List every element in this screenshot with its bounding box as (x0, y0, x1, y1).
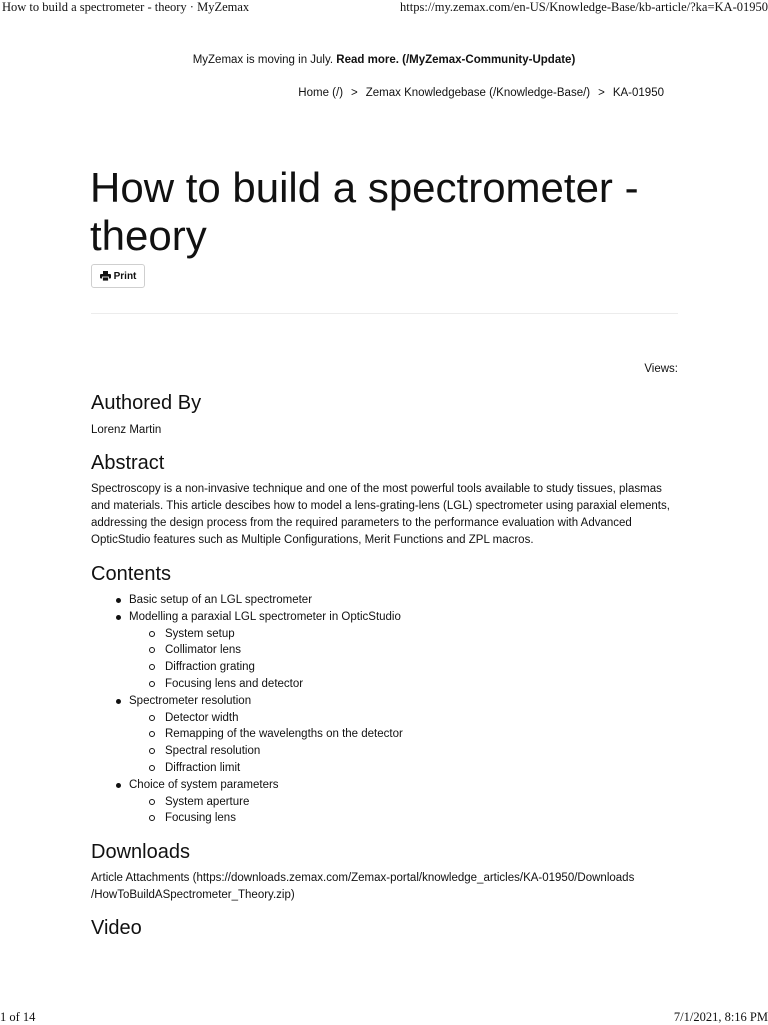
toc-item-label[interactable]: Basic setup of an LGL spectrometer (129, 594, 313, 606)
toc-subitem (129, 760, 403, 777)
toc-item (91, 777, 403, 827)
breadcrumb-home-link[interactable]: Home (/) (298, 87, 344, 99)
abstract-line: addressing the design process from the required parameters to the performance evaluation with Advanced (91, 517, 632, 529)
abstract-heading: Abstract (91, 452, 165, 474)
contents-heading: Contents (91, 563, 172, 585)
abstract-line: OpticStudio features such as Multiple Configurations, Merit Functions and ZPL macros. (91, 534, 534, 546)
toc-item-label[interactable]: Modelling a paraxial LGL spectrometer in OpticStudio (129, 610, 401, 623)
views-counter: Views: (644, 363, 678, 375)
announcement-read-more-link[interactable]: Read more. (/MyZemax-Community-Update) (336, 54, 576, 66)
print-header-url: https://my.zemax.com/en-US/Knowledge-Base/kb-article/?ka=KA-01950 (400, 0, 768, 14)
toc-item-label[interactable]: Spectrometer resolution (129, 694, 252, 707)
toc-subitem (129, 642, 403, 659)
authored-by-heading: Authored By (91, 392, 202, 414)
downloads-text (91, 870, 691, 904)
toc-subitem-label[interactable]: Detector width (165, 711, 239, 724)
downloads-heading: Downloads (91, 841, 190, 863)
announcement-banner (0, 54, 768, 66)
toc-subitem (129, 810, 403, 827)
author-name: Lorenz Martin (91, 424, 162, 436)
toc-subitem (129, 710, 403, 727)
toc-subitem (129, 726, 403, 743)
toc-subitem (129, 626, 403, 643)
abstract-line: and materials. This article descibes how to model a lens-grating-lens (LGL) spectrometer using paraxial elements, (91, 500, 670, 512)
toc-subitem (129, 743, 403, 760)
print-button-label: Print (113, 270, 137, 282)
toc-subitem-label[interactable]: Collimator lens (165, 644, 242, 657)
table-of-contents (91, 592, 403, 827)
toc-subitem-label[interactable]: Diffraction limit (165, 761, 241, 774)
toc-subitem (129, 676, 403, 693)
breadcrumb-separator: > (598, 87, 605, 99)
header-divider (91, 313, 678, 314)
page-title: How to build a spectrometer - theory (90, 164, 639, 259)
announcement-text: MyZemax is moving in July. (192, 54, 334, 66)
video-heading: Video (91, 917, 142, 939)
abstract-text (91, 481, 691, 549)
printer-icon (100, 271, 111, 281)
abstract-line: Spectroscopy is a non-invasive technique and one of the most powerful tools available to study tissues, plasmas (91, 483, 662, 495)
toc-subitem (129, 659, 403, 676)
breadcrumb-current: KA-01950 (612, 87, 664, 99)
breadcrumb-knowledgebase-link[interactable]: Zemax Knowledgebase (/Knowledge-Base/) (365, 87, 591, 99)
print-header (0, 0, 768, 18)
toc-item-label[interactable]: Choice of system parameters (129, 778, 279, 791)
print-header-title: How to build a spectrometer - theory · MyZemax (2, 0, 250, 14)
toc-subitem (129, 794, 403, 811)
toc-subitem-label[interactable]: System aperture (165, 795, 250, 808)
toc-subitem-label[interactable]: Focusing lens (165, 812, 236, 825)
article-attachments-link-cont[interactable]: /HowToBuildASpectrometer_Theory.zip) (91, 889, 295, 901)
breadcrumb-separator: > (351, 87, 358, 99)
toc-subitem-label[interactable]: Focusing lens and detector (165, 677, 304, 690)
print-footer (0, 1010, 768, 1024)
print-footer-page-count: 1 of 14 (0, 1010, 36, 1024)
toc-subitem-label[interactable]: System setup (165, 627, 235, 640)
toc-item (91, 609, 403, 693)
print-footer-datetime: 7/1/2021, 8:16 PM (673, 1010, 768, 1024)
print-button[interactable] (91, 264, 145, 288)
toc-subitem-label[interactable]: Spectral resolution (165, 745, 261, 758)
breadcrumb (298, 87, 664, 99)
article-attachments-link[interactable]: Article Attachments (https://downloads.zemax.com/Zemax-portal/knowledge_articles/KA-01950/Downloads (91, 872, 635, 884)
toc-subitem-label[interactable]: Remapping of the wavelengths on the detector (165, 728, 403, 741)
toc-item (91, 693, 403, 777)
toc-subitem-label[interactable]: Diffraction grating (165, 661, 255, 674)
toc-item (91, 592, 403, 609)
